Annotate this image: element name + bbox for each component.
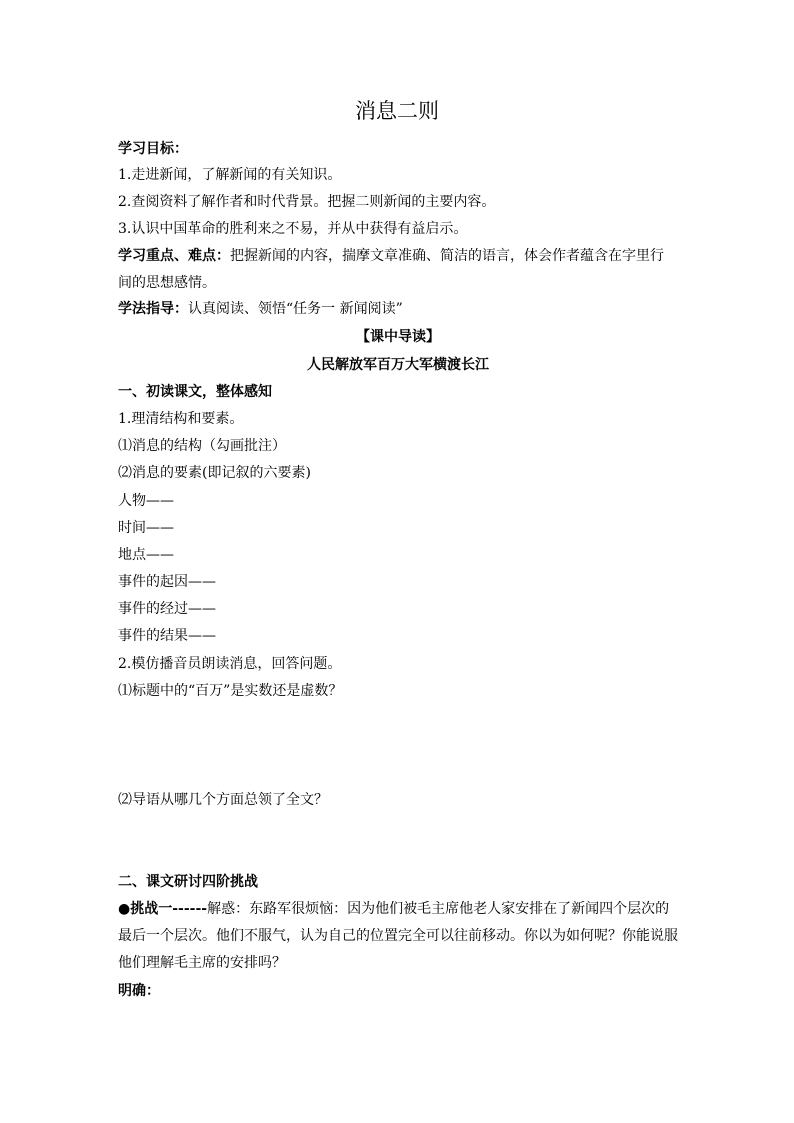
- key-points-text: 把握新闻的内容，揣摩文章准确、简洁的语言，体会作者蕴含在字里行: [230, 248, 664, 264]
- element-place: 地点——: [118, 547, 174, 563]
- method-line: [118, 300, 678, 318]
- part1-heading: 一、初读课文，整体感知: [118, 384, 272, 400]
- challenge-label: ●挑战一------: [118, 901, 208, 917]
- element-time: 时间——: [118, 520, 174, 536]
- challenge-text-1: 解惑：东路军很烦恼：因为他们被毛主席他老人家安排在了新闻四个层次的: [207, 901, 670, 917]
- question-1b: ⑵消息的要素(即记叙的六要素): [118, 465, 311, 481]
- part2-heading: 二、课文研讨四阶挑战: [118, 874, 258, 890]
- objectives-heading: 学习目标：: [118, 141, 188, 157]
- key-points-line-2: 间的思想感情。: [118, 275, 216, 291]
- element-cause: 事件的起因——: [118, 574, 216, 590]
- page-title: 消息二则: [355, 99, 439, 123]
- question-1a: ⑴消息的结构（勾画批注）: [118, 438, 286, 454]
- answer-label: 明确：: [118, 983, 160, 999]
- section-heading: 【课中导读】: [356, 329, 440, 345]
- method-label: 学法指导：: [118, 301, 188, 317]
- article-title: 人民解放军百万大军横渡长江: [307, 357, 489, 373]
- question-2a: ⑴标题中的“百万”是实数还是虚数？: [118, 683, 343, 699]
- objective-item-1: 1.走进新闻，了解新闻的有关知识。: [118, 167, 342, 183]
- question-2: 2.模仿播音员朗读消息，回答问题。: [118, 656, 342, 672]
- element-result: 事件的结果——: [118, 628, 216, 644]
- question-2b: ⑵导语从哪几个方面总领了全文？: [118, 792, 328, 808]
- objective-item-2: 2.查阅资料了解作者和时代背景。把握二则新闻的主要内容。: [118, 194, 496, 210]
- element-people: 人物——: [118, 493, 174, 509]
- key-points-line-1: [118, 247, 678, 265]
- method-text: 认真阅读、领悟“任务一 新闻阅读”: [188, 301, 403, 317]
- key-points-label: 学习重点、难点：: [118, 248, 230, 264]
- objective-item-3: 3.认识中国革命的胜利来之不易，并从中获得有益启示。: [118, 221, 468, 237]
- challenge-line-2: 最后一个层次。他们不服气，认为自己的位置完全可以往前移动。你以为如何呢？你能说服: [118, 928, 678, 944]
- challenge-line-3: 他们理解毛主席的安排吗？: [118, 955, 286, 971]
- element-process: 事件的经过——: [118, 601, 216, 617]
- challenge-line-1: [118, 900, 678, 918]
- question-1: 1.理清结构和要素。: [118, 411, 244, 427]
